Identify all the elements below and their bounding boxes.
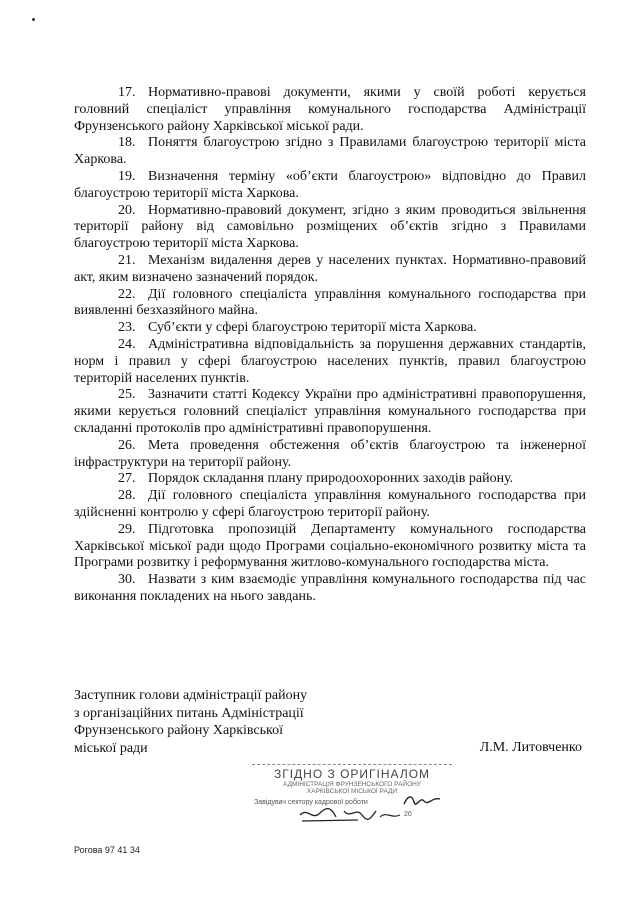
item-number: 28. xyxy=(118,488,136,504)
list-item xyxy=(74,572,586,606)
item-text: Поняття благоустрою згідно з Правилами благоустрою території міста Харкова. xyxy=(74,135,586,168)
list-item xyxy=(74,169,586,203)
item-text: Визначення терміну «об’єкти благоустрою» відповідно до Правил благоустрою території міста Харкова. xyxy=(74,168,586,201)
certification-stamp xyxy=(252,764,452,829)
signatory-position-line: Фрунзенського району Харківської xyxy=(74,723,284,738)
list-item xyxy=(74,471,586,488)
list-item xyxy=(74,253,586,287)
stamp-title: ЗГІДНО З ОРИГІНАЛОМ xyxy=(273,767,431,781)
stamp-field-label: Завідувач сектору кадрової роботи xyxy=(254,799,368,806)
item-number: 19. xyxy=(118,168,136,184)
item-text: Дії головного спеціаліста управління комунального господарства при виявленні безхазяйного майна. xyxy=(74,286,586,319)
item-number: 17. xyxy=(118,85,136,100)
list-item xyxy=(74,320,586,337)
scan-speck xyxy=(32,18,35,21)
item-text: Мета проведення обстеження об’єктів благоустрою та інженерної інфраструктури на території району. xyxy=(74,437,586,470)
item-number: 29. xyxy=(118,521,136,537)
handwritten-annotation-icon xyxy=(296,805,406,825)
item-number: 18. xyxy=(118,135,136,151)
stamp-organization: ХАРКІВСЬКОЇ МІСЬКОЇ РАДИ xyxy=(306,788,398,795)
item-text: Нормативно-правовий документ, згідно з яким проводиться звільнення території району від самовільно розміщених об’єктів згідно з Правилами благоустрою території міста Харкова. xyxy=(74,202,586,252)
item-text: Нормативно-правові документи, якими у своїй роботі керується головний спеціаліст управління комунального господарства Адміністрації Фрунзенського району Харківської міської ради. xyxy=(74,85,586,134)
item-number: 30. xyxy=(118,572,136,588)
handwritten-signature-icon xyxy=(402,793,442,807)
question-list xyxy=(74,85,586,606)
item-number: 22. xyxy=(118,286,136,302)
item-number: 25. xyxy=(118,387,136,403)
item-text: Механізм видалення дерев у населених пунктах. Нормативно-правовий акт, яким визначено зазначений порядок. xyxy=(74,252,586,285)
list-item xyxy=(74,438,586,472)
item-text: Назвати з ким взаємодіє управління комунального господарства під час виконання покладених на нього завдань. xyxy=(74,572,586,604)
item-number: 24. xyxy=(118,336,136,352)
item-text: Суб’єкти у сфері благоустрою території міста Харкова. xyxy=(148,320,477,336)
signatory-name: Л.М. Литовченко xyxy=(479,740,582,755)
list-item xyxy=(74,488,586,522)
item-text: Адміністративна відповідальність за порушення державних стандартів, норм і правил у сфері благоустрою населених пунктів, правил благоустрою територій населених пунктів. xyxy=(74,336,586,386)
item-number: 21. xyxy=(118,252,136,268)
signatory-position-line: міської ради xyxy=(74,740,148,756)
item-text: Зазначити статті Кодексу України про адміністративні правопорушення, якими керується головний спеціаліст управління комунального господарства при складанні протоколів про адміністративні правопорушення. xyxy=(74,387,586,436)
item-text: Підготовка пропозицій Департаменту комунального господарства Харківської міської ради щодо Програми соціально-економічного розвитку міста та Програми розвитку і реформування житлово-комунального господарства міста. xyxy=(74,521,586,571)
signatory-position-line: з організаційних питань Адміністрації xyxy=(74,705,304,721)
list-item xyxy=(74,387,586,437)
item-text: Порядок складання плану природоохоронних заходів району. xyxy=(148,471,514,487)
list-item xyxy=(74,135,586,169)
item-text: Дії головного спеціаліста управління комунального господарства при здійсненні контролю у сфері благоустрою території району. xyxy=(74,488,586,520)
list-item xyxy=(74,337,586,387)
item-number: 27. xyxy=(118,471,136,487)
list-item xyxy=(74,203,586,253)
item-number: 20. xyxy=(118,202,136,218)
stamp-date-year: 20 xyxy=(404,811,412,818)
stamp-organization: АДМІНІСТРАЦІЯ ФРУНЗЕНСЬКОГО РАЙОНУ xyxy=(283,781,421,788)
signature-block xyxy=(74,687,586,757)
item-number: 26. xyxy=(118,437,136,453)
item-number: 23. xyxy=(118,320,136,336)
list-item xyxy=(74,287,586,321)
signatory-position-line: Заступник голови адміністрації району xyxy=(74,688,308,703)
list-item xyxy=(74,522,586,572)
list-item xyxy=(74,85,586,135)
executor-phone-note: Рогова 97 41 34 xyxy=(74,845,140,855)
